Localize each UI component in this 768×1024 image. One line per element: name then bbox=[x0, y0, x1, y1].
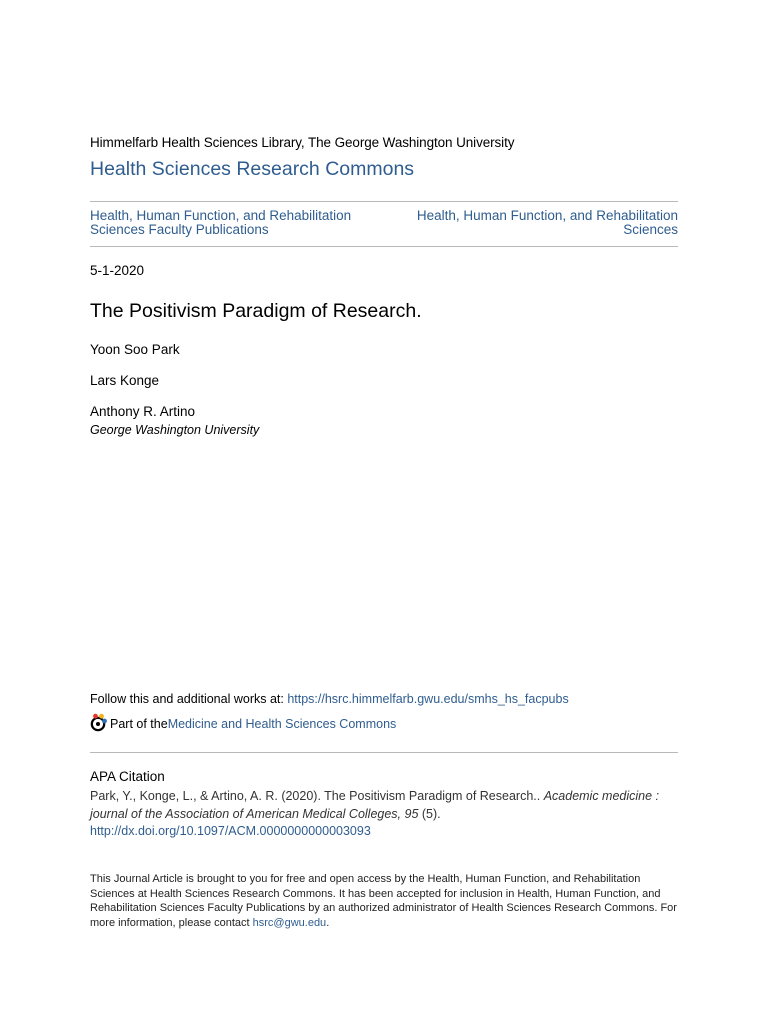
divider-top bbox=[90, 201, 678, 202]
follow-line bbox=[90, 692, 569, 706]
citation-doi-link[interactable]: http://dx.doi.org/10.1097/ACM.0000000000003093 bbox=[90, 824, 371, 838]
access-statement-text: This Journal Article is brought to you for free and open access by the Health, Human Function, and Rehabilitation Sciences at Health Sciences Research Commons. It has been accepted for inclusion in Health, Human Function, and Rehabilitation Sciences Faculty Publications by an authorized administrator of Health Sciences Research Commons. For more information, please contact bbox=[90, 873, 677, 929]
follow-label: Follow this and additional works at: bbox=[90, 692, 288, 706]
citation-journal: Academic medicine : journal of the Association of American Medical Colleges, 95 bbox=[90, 789, 660, 821]
author-name: Yoon Soo Park bbox=[90, 342, 180, 357]
commons-discipline-link[interactable]: Medicine and Health Sciences Commons bbox=[167, 717, 397, 731]
author-name: Lars Konge bbox=[90, 373, 160, 388]
part-of-label: Part of the bbox=[110, 717, 168, 731]
access-statement-end: . bbox=[326, 916, 330, 929]
citation-prefix: Park, Y., Konge, L., & Artino, A. R. (2020). The Positivism Paradigm of Research.. bbox=[90, 789, 544, 803]
repository-link[interactable]: Health Sciences Research Commons bbox=[90, 158, 415, 180]
article-title: The Positivism Paradigm of Research. bbox=[90, 300, 422, 322]
part-of-line bbox=[90, 714, 396, 734]
divider-citation bbox=[90, 752, 678, 753]
collection-link-department[interactable]: Health, Human Function, and Rehabilitation Sciences bbox=[416, 208, 678, 237]
commons-network-icon bbox=[90, 713, 108, 733]
collection-link-faculty-publications[interactable]: Health, Human Function, and Rehabilitation Sciences Faculty Publications bbox=[90, 208, 352, 237]
apa-citation-text bbox=[90, 788, 678, 841]
author-affiliation: George Washington University bbox=[90, 423, 260, 437]
apa-citation-heading: APA Citation bbox=[90, 769, 165, 784]
author-name: Anthony R. Artino bbox=[90, 404, 196, 419]
institution-name: Himmelfarb Health Sciences Library, The George Washington University bbox=[90, 135, 515, 150]
cover-page bbox=[90, 0, 678, 1024]
citation-issue: (5). bbox=[418, 806, 441, 821]
publication-date: 5-1-2020 bbox=[90, 263, 145, 278]
divider-collections bbox=[90, 246, 678, 247]
contact-email-link[interactable]: hsrc@gwu.edu bbox=[252, 916, 327, 929]
follow-url-link[interactable]: https://hsrc.himmelfarb.gwu.edu/smhs_hs_facpubs bbox=[287, 692, 569, 706]
access-statement bbox=[90, 872, 678, 930]
